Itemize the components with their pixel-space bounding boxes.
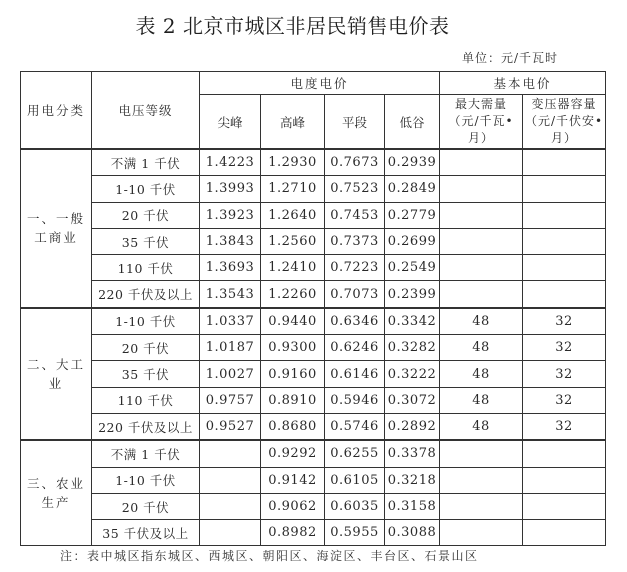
pingduan-cell: 0.7073	[325, 281, 385, 308]
digu-cell: 0.2699	[385, 228, 440, 254]
pingduan-cell: 0.5955	[325, 520, 385, 546]
table-row	[21, 335, 606, 361]
voltage-cell: 20 千伏	[92, 493, 200, 519]
gaofeng-cell: 0.9160	[261, 361, 325, 387]
transformer-cell	[523, 149, 606, 176]
price-table-body	[21, 149, 606, 546]
table-row	[21, 149, 606, 176]
max-demand-cell	[440, 281, 523, 308]
digu-cell: 0.3218	[385, 467, 440, 493]
header-transformer-capacity: 变压器容量（元/千伏安•月）	[523, 95, 606, 150]
pingduan-cell: 0.6346	[325, 308, 385, 335]
table-row	[21, 281, 606, 308]
jianfeng-cell: 1.3923	[200, 202, 261, 228]
table-row	[21, 520, 606, 546]
transformer-cell: 32	[523, 308, 606, 335]
header-gaofeng: 高峰	[261, 95, 325, 150]
transformer-cell	[523, 255, 606, 281]
jianfeng-cell: 1.0187	[200, 335, 261, 361]
transformer-cell	[523, 493, 606, 519]
jianfeng-cell	[200, 520, 261, 546]
category-cell: 二、大工业	[21, 308, 92, 440]
gaofeng-cell: 0.8680	[261, 413, 325, 440]
digu-cell: 0.2549	[385, 255, 440, 281]
gaofeng-cell: 0.8910	[261, 387, 325, 413]
gaofeng-cell: 1.2640	[261, 202, 325, 228]
gaofeng-cell: 1.2710	[261, 176, 325, 202]
gaofeng-cell: 1.2260	[261, 281, 325, 308]
table-row	[21, 440, 606, 467]
voltage-cell: 1-10 千伏	[92, 308, 200, 335]
max-demand-cell	[440, 149, 523, 176]
transformer-cell	[523, 202, 606, 228]
voltage-cell: 不满 1 千伏	[92, 440, 200, 467]
table-note: 注：表中城区指东城区、西城区、朝阳区、海淀区、丰台区、石景山区	[60, 549, 479, 563]
max-demand-cell	[440, 493, 523, 519]
gaofeng-cell: 0.9292	[261, 440, 325, 467]
pingduan-cell: 0.5746	[325, 413, 385, 440]
voltage-cell: 不满 1 千伏	[92, 149, 200, 176]
jianfeng-cell: 1.3843	[200, 228, 261, 254]
header-category: 用电分类	[21, 72, 92, 150]
table-row	[21, 202, 606, 228]
pingduan-cell: 0.6035	[325, 493, 385, 519]
digu-cell: 0.3342	[385, 308, 440, 335]
voltage-cell: 110 千伏	[92, 387, 200, 413]
jianfeng-cell	[200, 440, 261, 467]
max-demand-cell	[440, 228, 523, 254]
category-cell: 三、农业生产	[21, 440, 92, 546]
voltage-cell: 20 千伏	[92, 202, 200, 228]
pingduan-cell: 0.7453	[325, 202, 385, 228]
max-demand-cell: 48	[440, 361, 523, 387]
voltage-cell: 220 千伏及以上	[92, 281, 200, 308]
max-demand-cell	[440, 440, 523, 467]
pingduan-cell: 0.7223	[325, 255, 385, 281]
jianfeng-cell	[200, 467, 261, 493]
voltage-cell: 35 千伏及以上	[92, 520, 200, 546]
digu-cell: 0.3158	[385, 493, 440, 519]
table-row	[21, 387, 606, 413]
gaofeng-cell: 0.9062	[261, 493, 325, 519]
gaofeng-cell: 1.2560	[261, 228, 325, 254]
max-demand-cell	[440, 520, 523, 546]
header-energy-price: 电度电价	[200, 72, 440, 95]
table-row	[21, 308, 606, 335]
max-demand-cell	[440, 176, 523, 202]
max-demand-cell	[440, 255, 523, 281]
table-row	[21, 413, 606, 440]
max-demand-cell	[440, 467, 523, 493]
transformer-cell: 32	[523, 335, 606, 361]
digu-cell: 0.3072	[385, 387, 440, 413]
digu-cell: 0.2939	[385, 149, 440, 176]
price-table	[20, 71, 606, 546]
voltage-cell: 20 千伏	[92, 335, 200, 361]
voltage-cell: 110 千伏	[92, 255, 200, 281]
voltage-cell: 220 千伏及以上	[92, 413, 200, 440]
unit-label: 单位：元/千瓦时	[462, 51, 559, 65]
table-row	[21, 467, 606, 493]
transformer-cell	[523, 281, 606, 308]
digu-cell: 0.3378	[385, 440, 440, 467]
pingduan-cell: 0.7673	[325, 149, 385, 176]
pingduan-cell: 0.7373	[325, 228, 385, 254]
jianfeng-cell: 1.0337	[200, 308, 261, 335]
digu-cell: 0.2399	[385, 281, 440, 308]
header-pingduan: 平段	[325, 95, 385, 150]
header-digu: 低谷	[385, 95, 440, 150]
transformer-cell	[523, 520, 606, 546]
transformer-cell	[523, 228, 606, 254]
voltage-cell: 35 千伏	[92, 361, 200, 387]
jianfeng-cell: 0.9757	[200, 387, 261, 413]
digu-cell: 0.3222	[385, 361, 440, 387]
table-row	[21, 493, 606, 519]
max-demand-cell: 48	[440, 335, 523, 361]
max-demand-cell: 48	[440, 308, 523, 335]
category-cell: 一、一般工商业	[21, 149, 92, 308]
gaofeng-cell: 1.2930	[261, 149, 325, 176]
gaofeng-cell: 0.9300	[261, 335, 325, 361]
gaofeng-cell: 1.2410	[261, 255, 325, 281]
digu-cell: 0.2892	[385, 413, 440, 440]
jianfeng-cell: 0.9527	[200, 413, 261, 440]
header-max-demand: 最大需量（元/千瓦•月）	[440, 95, 523, 150]
transformer-cell	[523, 440, 606, 467]
transformer-cell	[523, 467, 606, 493]
transformer-cell: 32	[523, 361, 606, 387]
transformer-cell	[523, 176, 606, 202]
header-jianfeng: 尖峰	[200, 95, 261, 150]
document-title: 表 2 北京市城区非居民销售电价表	[135, 14, 450, 38]
jianfeng-cell: 1.4223	[200, 149, 261, 176]
gaofeng-cell: 0.9142	[261, 467, 325, 493]
pingduan-cell: 0.6146	[325, 361, 385, 387]
voltage-cell: 1-10 千伏	[92, 176, 200, 202]
transformer-cell: 32	[523, 413, 606, 440]
jianfeng-cell: 1.0027	[200, 361, 261, 387]
digu-cell: 0.3282	[385, 335, 440, 361]
table-row	[21, 255, 606, 281]
table-row	[21, 361, 606, 387]
voltage-cell: 1-10 千伏	[92, 467, 200, 493]
max-demand-cell: 48	[440, 387, 523, 413]
table-row	[21, 176, 606, 202]
jianfeng-cell: 1.3993	[200, 176, 261, 202]
header-basic-price: 基本电价	[440, 72, 606, 95]
pingduan-cell: 0.5946	[325, 387, 385, 413]
jianfeng-cell: 1.3543	[200, 281, 261, 308]
pingduan-cell: 0.6255	[325, 440, 385, 467]
gaofeng-cell: 0.8982	[261, 520, 325, 546]
pingduan-cell: 0.6105	[325, 467, 385, 493]
pingduan-cell: 0.6246	[325, 335, 385, 361]
digu-cell: 0.2779	[385, 202, 440, 228]
table-row	[21, 228, 606, 254]
digu-cell: 0.3088	[385, 520, 440, 546]
transformer-cell: 32	[523, 387, 606, 413]
gaofeng-cell: 0.9440	[261, 308, 325, 335]
jianfeng-cell	[200, 493, 261, 519]
voltage-cell: 35 千伏	[92, 228, 200, 254]
max-demand-cell	[440, 202, 523, 228]
jianfeng-cell: 1.3693	[200, 255, 261, 281]
header-voltage: 电压等级	[92, 72, 200, 150]
digu-cell: 0.2849	[385, 176, 440, 202]
pingduan-cell: 0.7523	[325, 176, 385, 202]
max-demand-cell: 48	[440, 413, 523, 440]
